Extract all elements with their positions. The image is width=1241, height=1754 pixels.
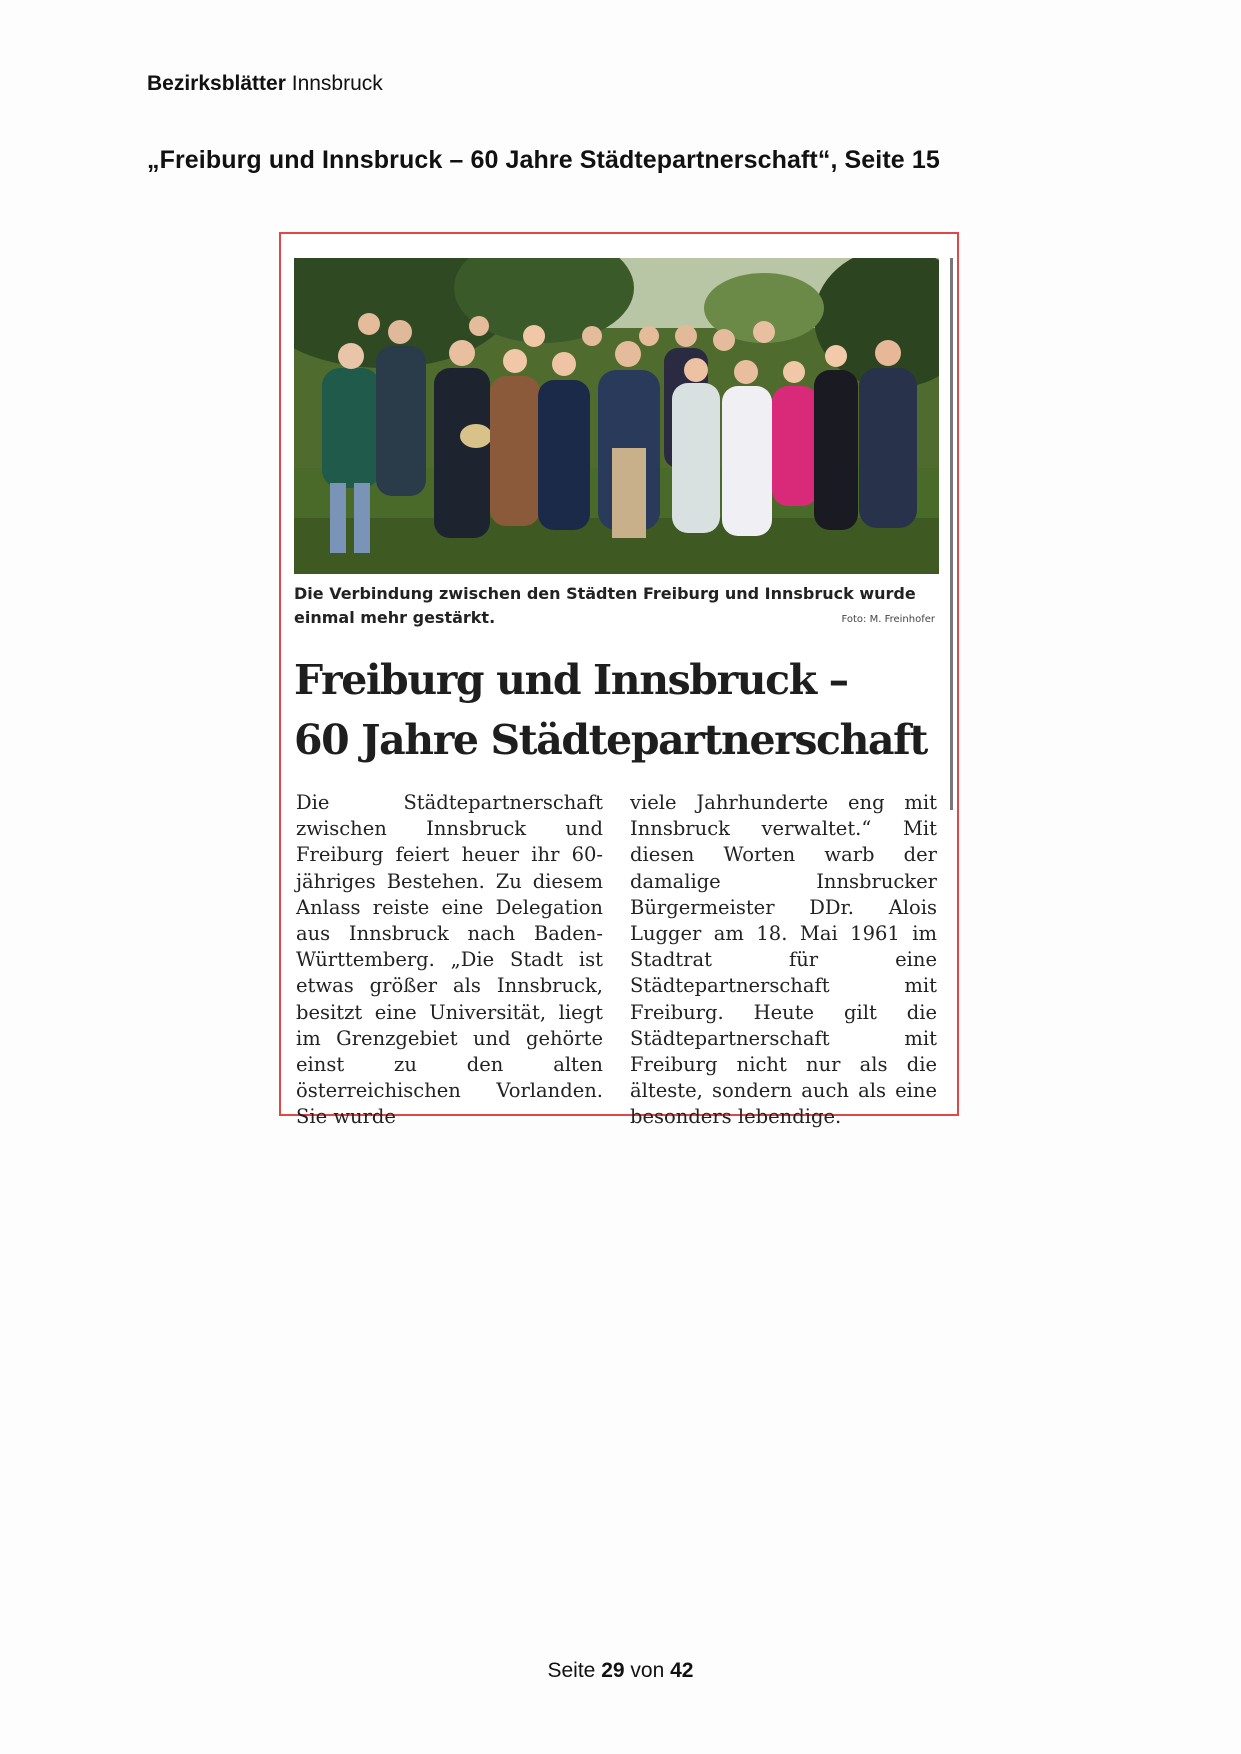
article-column-2 — [630, 790, 937, 1131]
page-total: 42 — [670, 1659, 694, 1682]
column-1-text: Die Städtepartnerschaft zwischen Innsbruck und Freiburg feiert heuer ihr 60-jähriges Bestehen. Zu diesem Anlass reiste eine Delegation aus Innsbruck nach Baden-Württemberg. „Die Stadt ist etwas größer als Innsbruck, besitzt eine Universität, liegt im Grenzgebiet und gehörte einst zu den alten österreichischen Vorlanden. Sie wurde — [296, 791, 603, 1129]
group-photo — [294, 258, 939, 574]
publication-name: Bezirksblätter — [147, 72, 286, 95]
newspaper-clipping — [279, 232, 959, 1129]
page-footer — [0, 1659, 1241, 1683]
photo-credit: Foto: M. Freinhofer — [841, 614, 935, 625]
page-label: Seite — [547, 1659, 596, 1682]
article-headline — [294, 650, 944, 770]
article-column-1 — [296, 790, 603, 1131]
headline-line-2: 60 Jahre Städtepartnerschaft — [294, 716, 927, 764]
page-separator: von — [630, 1659, 665, 1682]
headline-line-1: Freiburg und Innsbruck – — [294, 656, 848, 704]
column-rule — [950, 258, 953, 810]
document-title: „Freiburg und Innsbruck – 60 Jahre Städtepartnerschaft“, Seite 15 — [147, 146, 940, 174]
page-current: 29 — [601, 1659, 625, 1682]
column-2-text: viele Jahrhunderte eng mit Innsbruck verwaltet.“ Mit diesen Worten warb der damalige Innsbrucker Bürgermeister DDr. Alois Lugger am 18. Mai 1961 im Stadtrat für eine Städtepartnerschaft mit Freiburg. Heute gilt die Städtepartnerschaft mit Freiburg nicht nur als die älteste, sondern auch als eine besonders lebendige. — [630, 791, 937, 1129]
publication-line — [147, 72, 383, 96]
photo-caption: Die Verbindung zwischen den Städten Freiburg und Innsbruck wurde einmal mehr gestärkt. — [294, 584, 916, 627]
publication-edition: Innsbruck — [291, 72, 383, 95]
